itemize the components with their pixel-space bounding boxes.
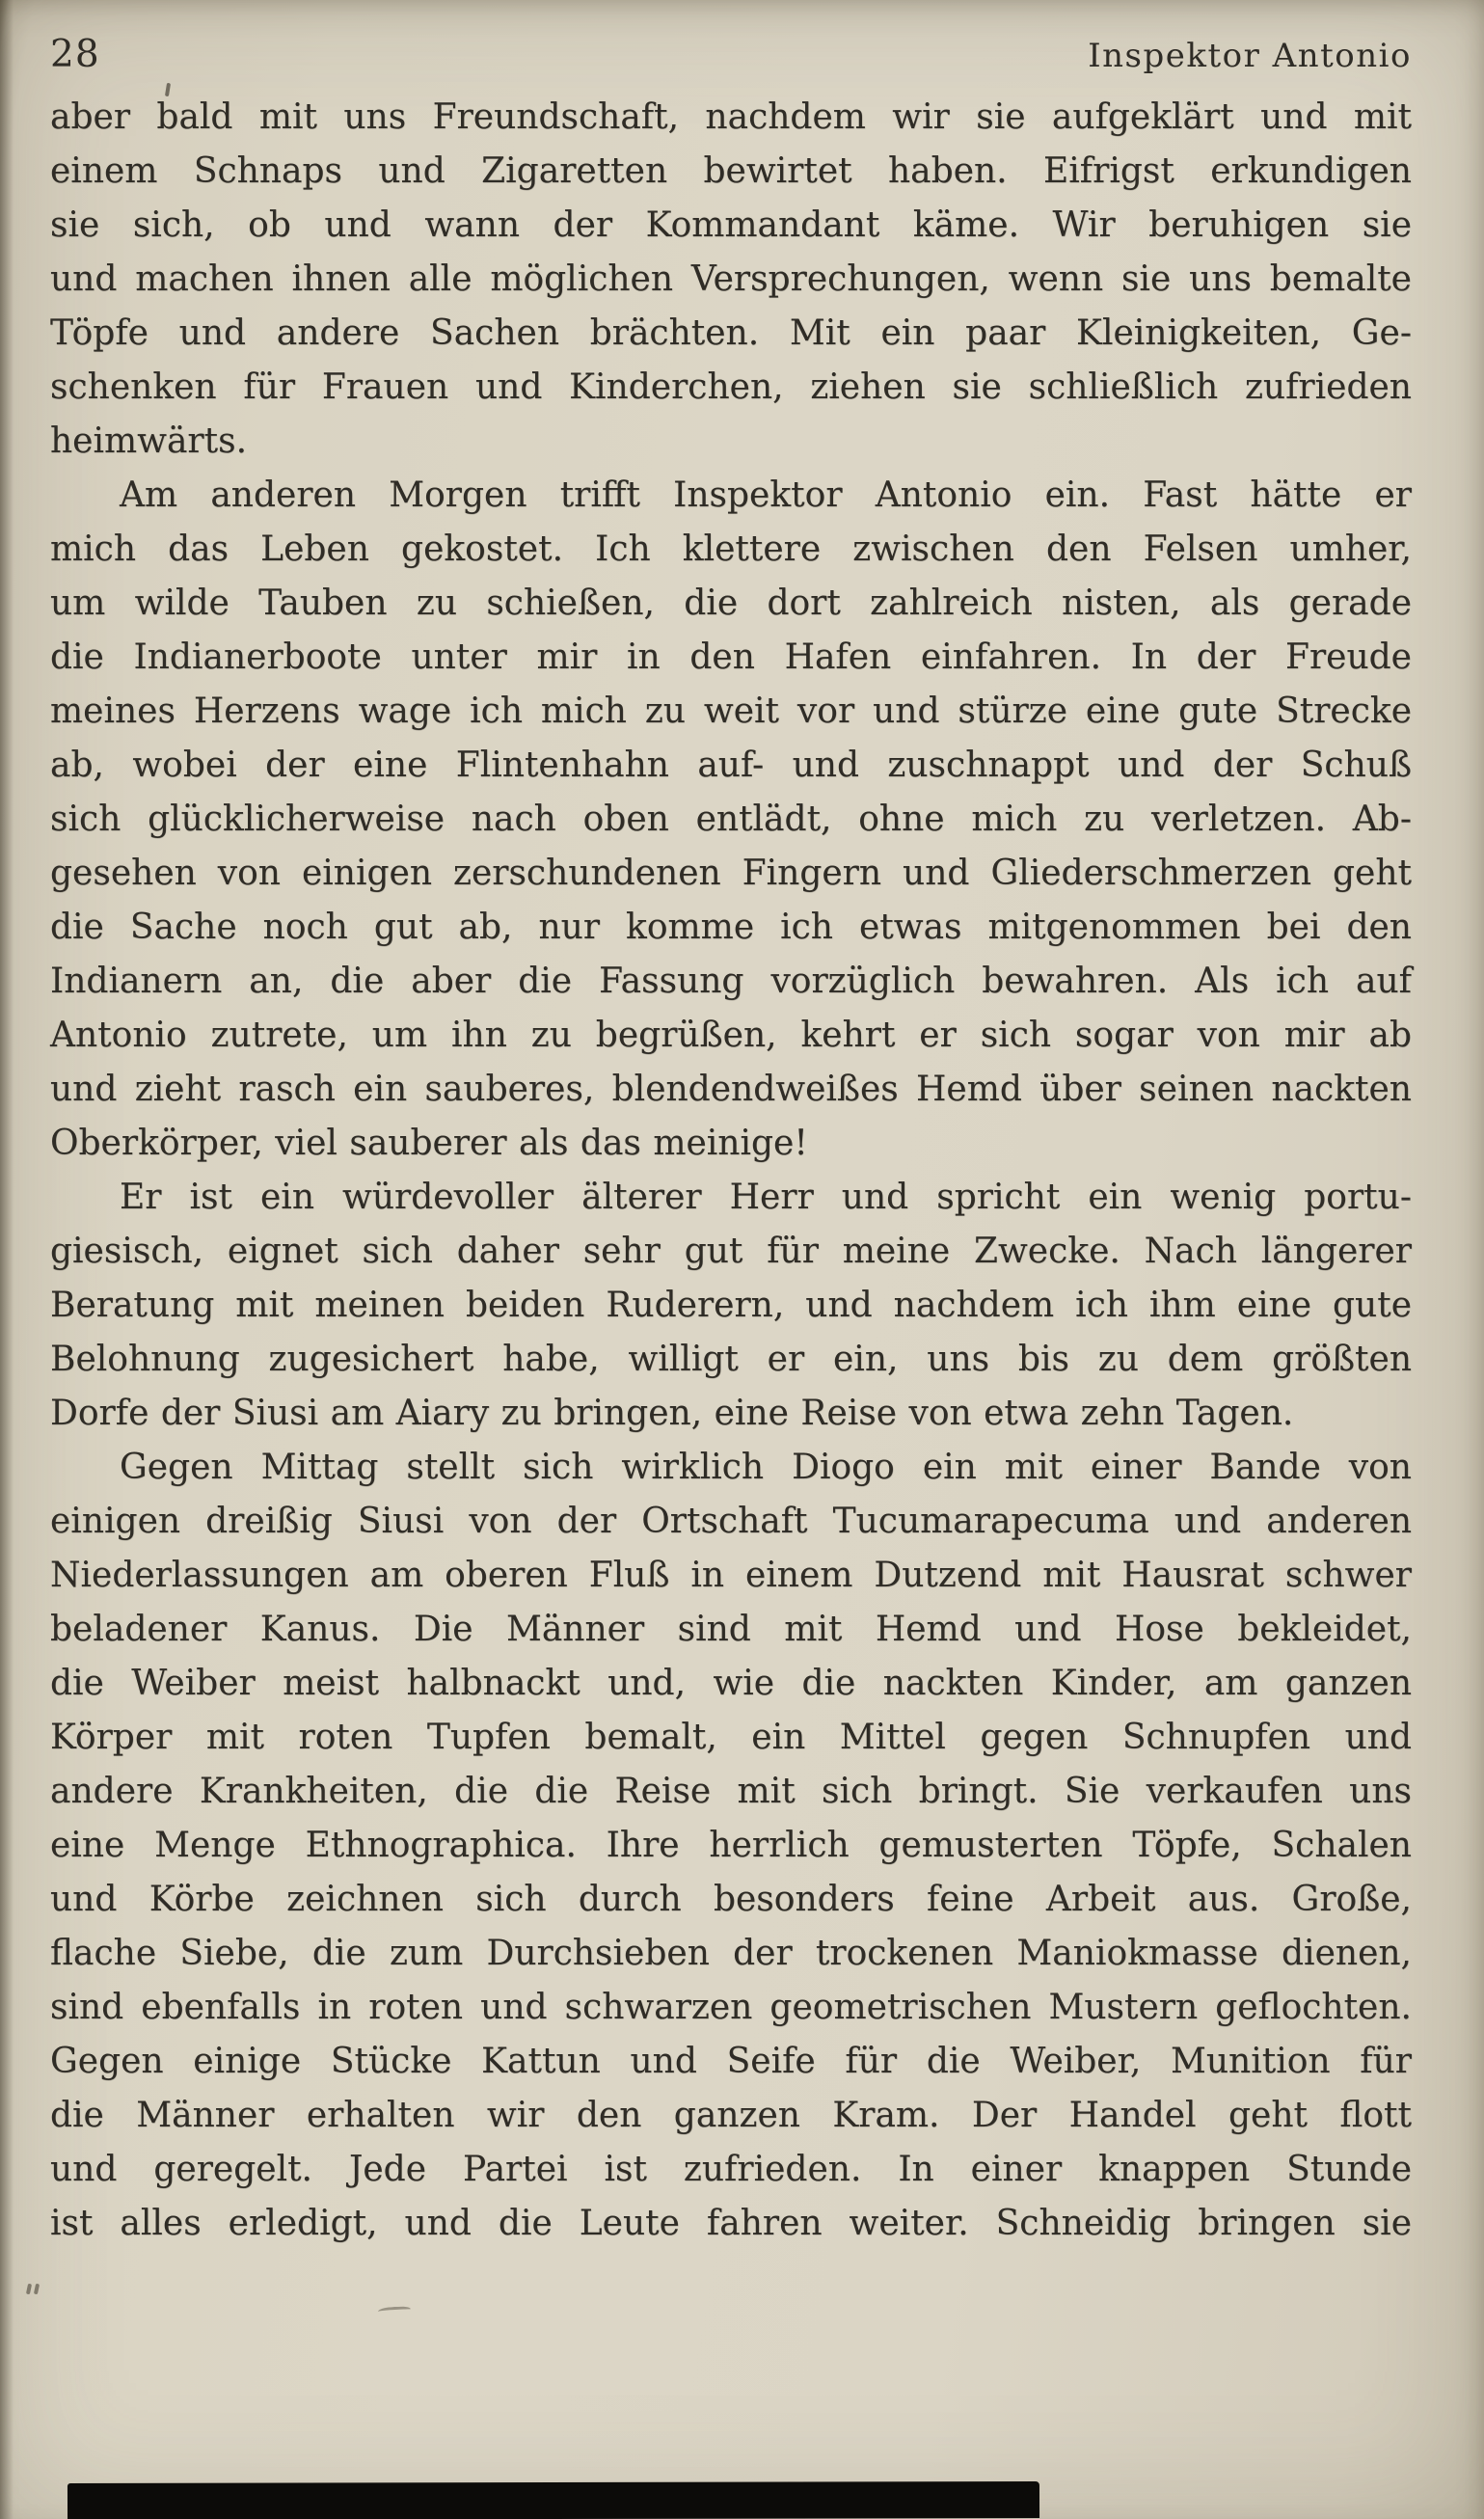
text-line: meines Herzens wage ich mich zu weit vor und stürze eine gute Strecke — [50, 691, 1412, 731]
text-line: Antonio zutrete, um ihn zu begrüßen, kehrt er sich sogar von mir ab — [50, 1016, 1412, 1055]
text-line: eine Menge Ethnographica. Ihre herrlich gemusterten Töpfe, Schalen — [50, 1826, 1412, 1865]
text-line: Körper mit roten Tupfen bemalt, ein Mittel gegen Schnupfen und — [50, 1718, 1412, 1757]
page-gutter-shadow — [0, 0, 13, 2519]
paragraph — [50, 1171, 1412, 1441]
running-header: Inspektor Antonio — [1088, 37, 1412, 75]
text-line: sind ebenfalls in roten und schwarzen geometrischen Mustern geflochten. — [50, 1988, 1412, 2027]
scan-artifact-quote-mark — [27, 2284, 40, 2295]
text-line: und zieht rasch ein sauberes, blendendweißes Hemd über seinen nackten — [50, 1070, 1412, 1109]
text-line: Niederlassungen am oberen Fluß in einem Dutzend mit Hausrat schwer — [50, 1556, 1412, 1595]
text-line: sich glücklicherweise nach oben entlädt, ohne mich zu verletzen. Ab- — [50, 799, 1412, 839]
paragraph — [50, 91, 1412, 469]
text-line: giesisch, eignet sich daher sehr gut für meine Zwecke. Nach längerer — [50, 1232, 1412, 1271]
text-line: Belohnung zugesichert habe, willigt er ein, uns bis zu dem größten — [50, 1340, 1412, 1379]
text-line: ab, wobei der eine Flintenhahn auf- und zuschnappt und der Schuß — [50, 745, 1412, 785]
text-line: Oberkörper, viel sauberer als das meinige! — [50, 1124, 808, 1163]
page-header — [50, 33, 1412, 76]
text-line: Er ist ein würdevoller älterer Herr und spricht ein wenig portu- — [120, 1178, 1412, 1217]
paragraph — [50, 469, 1412, 1171]
paragraph — [50, 1441, 1412, 2251]
text-line: Beratung mit meinen beiden Ruderern, und nachdem ich ihm eine gute — [50, 1286, 1412, 1325]
text-line: und geregelt. Jede Partei ist zufrieden. In einer knappen Stunde — [50, 2150, 1412, 2189]
text-line: Gegen einige Stücke Kattun und Seife für die Weiber, Munition für — [50, 2042, 1412, 2081]
scan-artifact-bottom-bar — [67, 2481, 1039, 2519]
text-line: schenken für Frauen und Kinderchen, ziehen sie schließlich zufrieden — [50, 367, 1412, 407]
text-line: Am anderen Morgen trifft Inspektor Antonio ein. Fast hätte er — [120, 475, 1412, 515]
scan-artifact-squiggle — [378, 2306, 411, 2316]
text-line: die Weiber meist halbnackt und, wie die nackten Kinder, am ganzen — [50, 1664, 1412, 1703]
text-line: Töpfe und andere Sachen brächten. Mit ein paar Kleinigkeiten, Ge- — [50, 313, 1412, 353]
body-text — [50, 91, 1412, 2251]
text-line: Indianern an, die aber die Fassung vorzüglich bewahren. Als ich auf — [50, 962, 1412, 1001]
text-line: aber bald mit uns Freundschaft, nachdem wir sie aufgeklärt und mit — [50, 97, 1412, 137]
text-line: Gegen Mittag stellt sich wirklich Diogo ein mit einer Bande von — [120, 1448, 1412, 1487]
text-line: sie sich, ob und wann der Kommandant käme. Wir beruhigen sie — [50, 205, 1412, 245]
text-line: einigen dreißig Siusi von der Ortschaft Tucumarapecuma und anderen — [50, 1502, 1412, 1541]
text-line: einem Schnaps und Zigaretten bewirtet haben. Eifrigst erkundigen — [50, 151, 1412, 191]
text-line: und Körbe zeichnen sich durch besonders feine Arbeit aus. Große, — [50, 1880, 1412, 1919]
text-line: mich das Leben gekostet. Ich klettere zwischen den Felsen umher, — [50, 529, 1412, 569]
text-line: heimwärts. — [50, 421, 248, 461]
text-line: ist alles erledigt, und die Leute fahren weiter. Schneidig bringen sie — [50, 2204, 1412, 2243]
text-line: und machen ihnen alle möglichen Versprechungen, wenn sie uns bemalte — [50, 259, 1412, 299]
text-line: gesehen von einigen zerschundenen Fingern und Gliederschmerzen geht — [50, 853, 1412, 893]
text-line: beladener Kanus. Die Männer sind mit Hemd und Hose bekleidet, — [50, 1610, 1412, 1649]
text-line: Dorfe der Siusi am Aiary zu bringen, eine Reise von etwa zehn Tagen. — [50, 1394, 1294, 1433]
text-line: flache Siebe, die zum Durchsieben der trockenen Maniokmasse dienen, — [50, 1934, 1412, 1973]
text-line: die Männer erhalten wir den ganzen Kram. Der Handel geht flott — [50, 2096, 1412, 2135]
text-line: um wilde Tauben zu schießen, die dort zahlreich nisten, als gerade — [50, 583, 1412, 623]
text-line: andere Krankheiten, die die Reise mit sich bringt. Sie verkaufen uns — [50, 1772, 1412, 1811]
page-number: 28 — [50, 33, 100, 76]
text-line: die Sache noch gut ab, nur komme ich etwas mitgenommen bei den — [50, 907, 1412, 947]
text-line: die Indianerboote unter mir in den Hafen einfahren. In der Freude — [50, 637, 1412, 677]
